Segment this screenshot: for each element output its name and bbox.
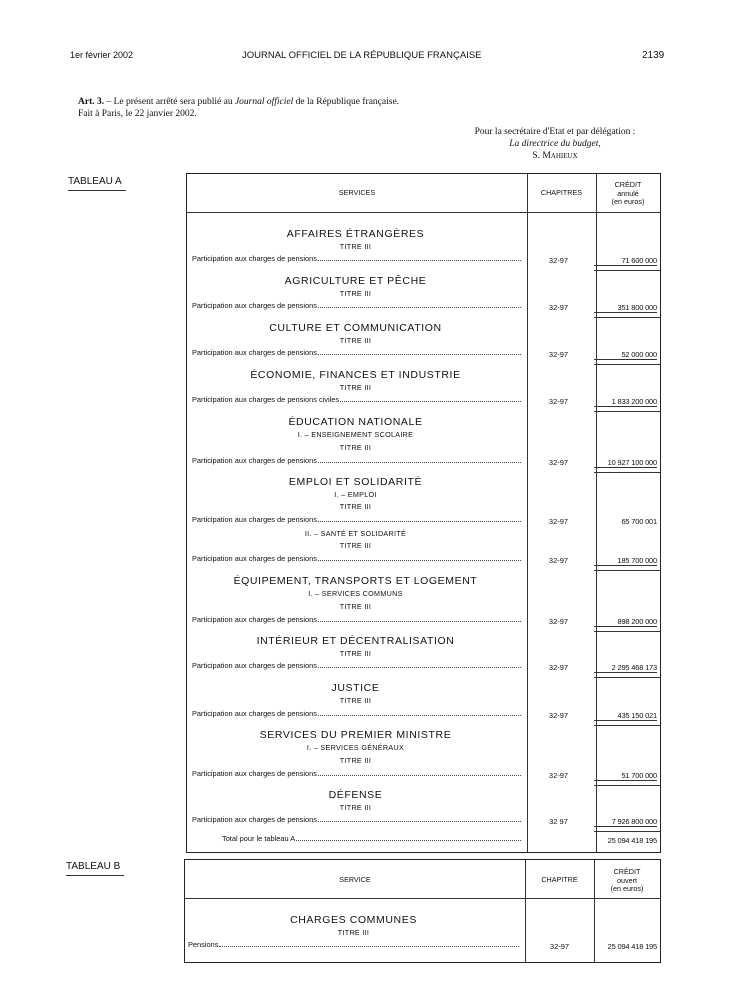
row-label: Participation aux charges de pensions xyxy=(192,615,317,624)
label-rule xyxy=(68,190,126,191)
chapitre-cell: 32-97 xyxy=(548,556,569,565)
page-number: 2139 xyxy=(642,50,665,61)
ministry-heading: ÉCONOMIE, FINANCES ET INDUSTRIE xyxy=(250,369,461,381)
dot-leader xyxy=(318,348,521,355)
title-heading: TITRE III xyxy=(339,336,372,345)
title-heading: TITRE III xyxy=(337,928,370,937)
article-text-part: – Le présent arrêté sera publié au xyxy=(104,97,235,107)
table-row xyxy=(192,456,522,465)
credit-separator xyxy=(594,677,660,678)
credit-header-line: annulé xyxy=(617,188,639,198)
ministry-heading: ÉQUIPEMENT, TRANSPORTS ET LOGEMENT xyxy=(233,575,478,587)
header-divider xyxy=(187,212,660,213)
table-row xyxy=(192,554,522,563)
credit-separator xyxy=(594,831,660,832)
chapitre-cell: 32-97 xyxy=(548,350,569,359)
row-label: Participation aux charges de pensions xyxy=(192,815,317,824)
credit-separator xyxy=(594,270,660,271)
dot-leader xyxy=(318,769,521,776)
credit-cell: 351 800 000 xyxy=(594,303,657,313)
ministry-heading: CHARGES COMMUNES xyxy=(290,914,417,926)
row-label: Participation aux charges de pensions xyxy=(192,301,317,310)
journal-title: JOURNAL OFFICIEL DE LA RÉPUBLIQUE FRANÇAISE xyxy=(242,50,482,61)
table-row xyxy=(192,254,522,263)
credit-header-line: CRÉDIT xyxy=(614,180,642,189)
signature-line: Pour la secrétaire d'Etat et par délégation : xyxy=(474,127,636,137)
credit-separator xyxy=(594,631,660,632)
ministry-heading: AFFAIRES ÉTRANGÈRES xyxy=(286,228,425,240)
tableau-a xyxy=(186,173,661,853)
chapitre-cell: 32-97 xyxy=(548,617,569,626)
ministry-heading: DÉFENSE xyxy=(328,789,383,801)
dot-leader xyxy=(296,834,521,841)
row-label: Participation aux charges de pensions xyxy=(192,348,317,357)
dot-leader xyxy=(318,815,521,822)
col-chapitre-header: CHAPITRE xyxy=(541,875,578,884)
credit-cell: 71 600 000 xyxy=(594,256,657,266)
row-label: Participation aux charges de pensions xyxy=(192,554,317,563)
credit-separator xyxy=(594,570,660,571)
chapitre-cell: 32-97 xyxy=(548,256,569,265)
dot-leader xyxy=(318,554,521,561)
credit-cell: 65 700 001 xyxy=(621,517,657,526)
table-row xyxy=(192,615,522,624)
title-heading: TITRE III xyxy=(339,756,372,765)
total-amount: 25 094 418 195 xyxy=(607,836,657,845)
credit-cell: 7 926 800 000 xyxy=(594,817,657,827)
dot-leader xyxy=(318,661,521,668)
ministry-heading: JUSTICE xyxy=(331,682,380,694)
dot-leader xyxy=(318,515,521,522)
ministry-heading: INTÉRIEUR ET DÉCENTRALISATION xyxy=(256,635,455,647)
chapitre-cell: 32-97 xyxy=(548,458,569,467)
credit-cell: 1 833 200 000 xyxy=(594,397,657,407)
dot-leader xyxy=(318,709,521,716)
row-label: Participation aux charges de pensions xyxy=(192,709,317,718)
credit-cell: 2 295 468 173 xyxy=(594,663,657,673)
table-row xyxy=(192,815,522,824)
ministry-heading: AGRICULTURE ET PÊCHE xyxy=(284,275,427,287)
credit-header-line: CRÉDIT xyxy=(613,867,641,876)
col-chapitres-header: CHAPITRES xyxy=(540,188,583,197)
total-label: Total pour le tableau A xyxy=(222,834,296,843)
chapitre-cell: 32-97 xyxy=(548,711,569,720)
credit-header-line: ouvert xyxy=(617,875,637,885)
row-label: Participation aux charges de pensions xyxy=(192,254,317,263)
row-label: Participation aux charges de pensions xyxy=(192,769,317,778)
title-heading: TITRE III xyxy=(339,289,372,298)
row-label: Participation aux charges de pensions xyxy=(192,515,317,524)
table-row xyxy=(192,515,522,524)
col-credit-header xyxy=(594,868,660,894)
chapitre-cell: 32-97 xyxy=(548,517,569,526)
header-date: 1er février 2002 xyxy=(70,50,134,60)
dot-leader xyxy=(340,395,521,402)
credit-separator xyxy=(594,725,660,726)
dot-leader xyxy=(318,301,521,308)
table-row xyxy=(192,661,522,670)
article-line2: Fait à Paris, le 22 janvier 2002. xyxy=(78,109,197,119)
title-heading: TITRE III xyxy=(339,242,372,251)
row-label: Participation aux charges de pensions civiles xyxy=(192,395,340,404)
credit-separator xyxy=(594,785,660,786)
col-credit-header xyxy=(596,181,660,207)
credit-cell: 435 150 021 xyxy=(594,711,657,721)
col-divider xyxy=(527,174,528,852)
credit-cell: 10 927 100 000 xyxy=(594,458,657,468)
header-divider xyxy=(185,898,660,899)
section-heading: I. – ENSEIGNEMENT SCOLAIRE xyxy=(297,430,414,439)
title-heading: TITRE III xyxy=(339,541,372,550)
dot-leader xyxy=(318,615,521,622)
tableau-b-label xyxy=(66,861,120,872)
section-heading: I. – SERVICES COMMUNS xyxy=(308,589,403,598)
col-service-header: SERVICE xyxy=(339,875,371,884)
title-heading: TITRE III xyxy=(339,443,372,452)
col-services-header: SERVICES xyxy=(338,188,376,197)
chapitre-cell: 32-97 xyxy=(548,663,569,672)
table-row xyxy=(192,395,522,404)
chapitre-cell: 32-97 xyxy=(548,303,569,312)
section-heading: I. – SERVICES GÉNÉRAUX xyxy=(306,743,405,752)
signature-block xyxy=(440,126,670,162)
ministry-heading: SERVICES DU PREMIER MINISTRE xyxy=(259,729,452,741)
title-heading: TITRE III xyxy=(339,649,372,658)
credit-cell: 52 000 000 xyxy=(594,350,657,360)
credit-cell: 898 200 000 xyxy=(594,617,657,627)
credit-header-line: (en euros) xyxy=(610,884,644,893)
credit-cell: 51 700 000 xyxy=(594,771,657,781)
credit-separator xyxy=(594,472,660,473)
chapitre-cell: 32 97 xyxy=(549,817,568,826)
article-text xyxy=(78,96,399,120)
total-row xyxy=(222,834,522,843)
col-divider xyxy=(596,174,597,852)
title-heading: TITRE III xyxy=(339,383,372,392)
section-heading: I. – EMPLOI xyxy=(334,490,377,499)
table-row xyxy=(192,709,522,718)
credit-cell: 185 700 000 xyxy=(594,556,657,566)
row-label: Participation aux charges de pensions xyxy=(192,661,317,670)
tableau-a-label-text: TABLEAU A xyxy=(68,176,122,187)
table-row xyxy=(192,301,522,310)
title-heading: TITRE III xyxy=(339,803,372,812)
ministry-heading: CULTURE ET COMMUNICATION xyxy=(269,322,442,334)
credit-header-line: (en euros) xyxy=(611,197,645,206)
row-label: Participation aux charges de pensions xyxy=(192,456,317,465)
chapitre-cell: 32-97 xyxy=(548,771,569,780)
journal-reference: Journal officiel xyxy=(234,97,294,107)
tableau-a-label xyxy=(68,176,122,187)
table-row xyxy=(192,769,522,778)
credit-separator xyxy=(594,317,660,318)
credit-cell: 25 094 418 195 xyxy=(607,942,657,951)
credit-separator xyxy=(594,364,660,365)
section-heading: II. – SANTÉ ET SOLIDARITÉ xyxy=(304,529,407,538)
dot-leader xyxy=(219,940,519,947)
tableau-b xyxy=(184,859,661,963)
label-rule xyxy=(66,875,124,876)
title-heading: TITRE III xyxy=(339,696,372,705)
row-label: Pensions xyxy=(188,940,219,949)
ministry-heading: EMPLOI ET SOLIDARITÉ xyxy=(288,476,423,488)
table-row xyxy=(192,348,522,357)
chapitre-cell: 32-97 xyxy=(548,397,569,406)
dot-leader xyxy=(318,254,521,261)
article-text-part: de la République française. xyxy=(293,97,400,107)
chapitre-cell: 32-97 xyxy=(549,942,570,951)
ministry-heading: ÉDUCATION NATIONALE xyxy=(288,416,423,428)
signature-name: S. Mahieux xyxy=(532,151,578,161)
table-row xyxy=(188,940,520,949)
article-number: Art. 3. xyxy=(78,97,105,107)
title-heading: TITRE III xyxy=(339,502,372,511)
signature-role: La directrice du budget, xyxy=(509,139,601,149)
credit-separator xyxy=(594,411,660,412)
dot-leader xyxy=(318,456,521,463)
title-heading: TITRE III xyxy=(339,602,372,611)
tableau-b-label-text: TABLEAU B xyxy=(66,861,121,872)
